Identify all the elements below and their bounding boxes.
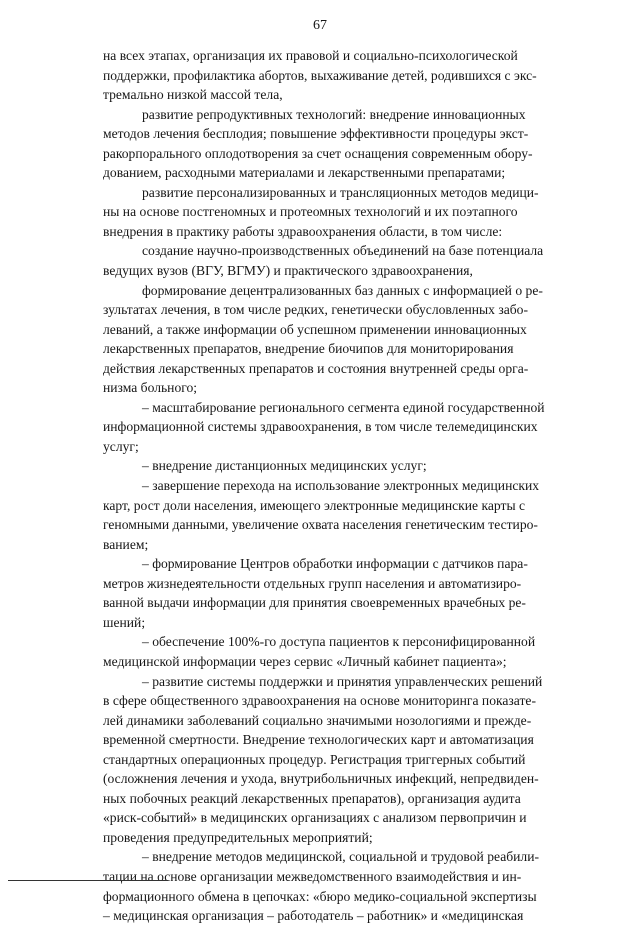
- paragraph: развитие персонализированных и трансляционных методов медици- ны на основе постгеномных и протеомных технологий и их поэтапного внедрения в практику работы здравоохранения области, в том числе:: [103, 184, 539, 239]
- paragraph: – внедрение дистанционных медицинских услуг;: [142, 458, 427, 474]
- paragraph: формирование децентрализованных баз данных с информацией о ре- зультатах лечения, в том числе редких, генетически обусловленных забо- леваний, а также информации об успешном применении инновационных лекарственных препаратов, внедрение биочипов для мониторирования действия лекарственных препаратов и состояния внутренней среды орга- низма больного;: [103, 282, 543, 396]
- paragraph: – развитие системы поддержки и принятия управленческих решений в сфере общественного здравоохранения на основе мониторинга показате- лей динамики заболеваний социально значимыми нозологиями и прежде- временной смертности. Внедрение технологических карт и автоматизация стандартных операционных процедур. Регистрация триггерных событий (осложнения лечения и ухода, внутрибольничных инфекций, непредвиден- ных побочных реакций лекарственных препаратов), организация аудита «риск-событий» в медицинских организациях с анализом первопричин и проведения предупредительных мероприятий;: [103, 673, 543, 845]
- paragraph: развитие репродуктивных технологий: внедрение инновационных методов лечения бесплодия; повышение эффективности процедуры экст- ракорпорального оплодотворения за счет оснащения современным обору- дованием, расходными материалами и лекарственными препаратами;: [103, 106, 533, 181]
- paragraph: – обеспечение 100%-го доступа пациентов к персонифицированной медицинской информации через сервис «Личный кабинет пациента»;: [103, 634, 536, 669]
- paragraph: на всех этапах, организация их правовой и социально-психологической поддержки, профилактика абортов, выхаживание детей, родившихся с экс- тремально низкой массой тела,: [103, 48, 537, 103]
- footnote-rule: [8, 880, 168, 881]
- paragraph: создание научно-производственных объединений на базе потенциала ведущих вузов (ВГУ, ВГМУ) и практического здравоохранения,: [103, 243, 544, 279]
- paragraph: – формирование Центров обработки информации с датчиков пара- метров жизнедеятельности отдельных групп населения и автоматизиро- ванной выдачи информации для принятия своевременных врачебных ре- шений;: [103, 556, 528, 630]
- paragraph: – завершение перехода на использование электронных медицинских карт, рост доли населения, имеющего электронные медицинские карты с геномными данными, увеличение охвата населения генетическим тестиро- ванием;: [103, 478, 540, 552]
- page-number: 67: [313, 18, 327, 33]
- paragraph: – внедрение методов медицинской, социальной и трудовой реабили- тации на основе организации межведомственного взаимодействия и ин- формационного обмена в цепочках: «бюро медико-социальной экспертизы – медицинская организация – работодатель – работник» и «медицинская: [103, 849, 540, 924]
- document-body: [103, 46, 588, 926]
- paragraph: – масштабирование регионального сегмента единой государственной информационной системы здравоохранения, в том числе телемедицинских услуг;: [103, 399, 545, 454]
